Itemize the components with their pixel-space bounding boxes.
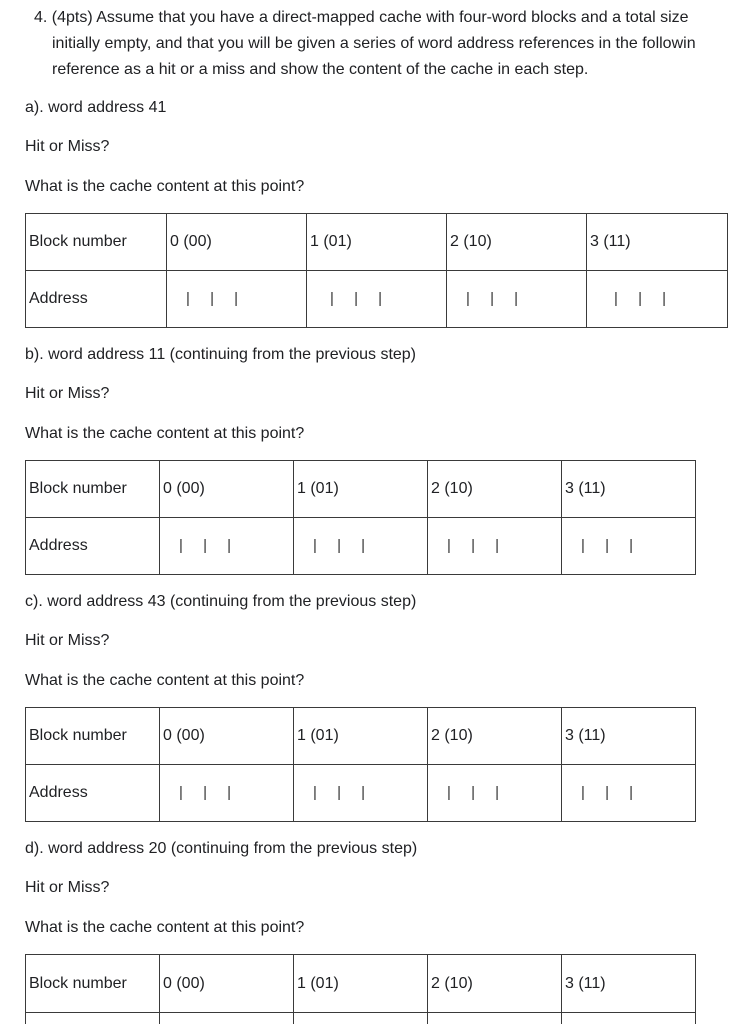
- address-marks: | | |: [581, 784, 642, 801]
- block-cell: 3 (11): [562, 955, 696, 1013]
- address-marks: | | |: [447, 537, 508, 554]
- address-marks: | | |: [313, 784, 374, 801]
- address-marks: | | |: [466, 290, 527, 307]
- block-cell: 2 (10): [428, 708, 562, 765]
- part-d-content-prompt: What is the cache content at this point?: [25, 919, 305, 936]
- question-line-3: reference as a hit or a miss and show the content of the cache in each step.: [52, 61, 589, 78]
- address-cell[interactable]: [562, 518, 696, 575]
- part-a-content-prompt: What is the cache content at this point?: [25, 178, 305, 195]
- address-row: [26, 1013, 696, 1024]
- part-d-cache-table: [25, 954, 696, 1024]
- address-cell[interactable]: [428, 765, 562, 822]
- address-row: [26, 518, 696, 575]
- address-marks: | | |: [581, 537, 642, 554]
- part-a-title: a). word address 41: [25, 99, 167, 116]
- address-marks: | | |: [614, 290, 675, 307]
- block-cell: 1 (01): [294, 708, 428, 765]
- address-cell[interactable]: [160, 518, 294, 575]
- address-cell[interactable]: [294, 518, 428, 575]
- block-cell: 2 (10): [428, 955, 562, 1013]
- block-number-label: Block number: [26, 955, 160, 1013]
- part-c-title: c). word address 43 (continuing from the previous step): [25, 593, 417, 610]
- address-label: Address: [26, 765, 160, 822]
- part-b-content-prompt: What is the cache content at this point?: [25, 425, 305, 442]
- part-a-hit-or-miss: Hit or Miss?: [25, 138, 110, 155]
- address-row: [26, 271, 728, 328]
- address-marks: | | |: [313, 537, 374, 554]
- part-c-cache-table: [25, 707, 696, 822]
- address-marks: | | |: [330, 290, 391, 307]
- block-cell: 2 (10): [447, 214, 587, 271]
- address-marks: | | |: [186, 290, 247, 307]
- address-cell[interactable]: [167, 271, 307, 328]
- part-c-hit-or-miss: Hit or Miss?: [25, 632, 110, 649]
- part-d-title: d). word address 20 (continuing from the previous step): [25, 840, 418, 857]
- block-cell: 1 (01): [294, 955, 428, 1013]
- block-cell: 0 (00): [160, 461, 294, 518]
- address-cell[interactable]: [294, 765, 428, 822]
- address-cell[interactable]: [160, 1013, 294, 1024]
- block-cell: 3 (11): [562, 461, 696, 518]
- address-cell[interactable]: [307, 271, 447, 328]
- address-cell[interactable]: [294, 1013, 428, 1024]
- address-cell[interactable]: [428, 518, 562, 575]
- block-number-label: Block number: [26, 214, 167, 271]
- block-cell: 2 (10): [428, 461, 562, 518]
- part-b-title: b). word address 11 (continuing from the previous step): [25, 346, 417, 363]
- address-label: [26, 1013, 160, 1024]
- question-line-2: initially empty, and that you will be given a series of word address references in the followin: [52, 35, 696, 52]
- block-number-label: Block number: [26, 461, 160, 518]
- block-number-row: [26, 955, 696, 1013]
- block-cell: 0 (00): [160, 955, 294, 1013]
- part-c-content-prompt: What is the cache content at this point?: [25, 672, 305, 689]
- address-cell[interactable]: [587, 271, 728, 328]
- block-number-row: [26, 214, 728, 271]
- address-label: Address: [26, 518, 160, 575]
- block-cell: 3 (11): [587, 214, 728, 271]
- block-cell: 1 (01): [294, 461, 428, 518]
- address-cell[interactable]: [428, 1013, 562, 1024]
- address-cell[interactable]: [160, 765, 294, 822]
- part-a-cache-table: [25, 213, 728, 328]
- question-line-1: 4. (4pts) Assume that you have a direct-mapped cache with four-word blocks and a total size: [34, 9, 689, 26]
- block-cell: 1 (01): [307, 214, 447, 271]
- address-label: Address: [26, 271, 167, 328]
- part-b-hit-or-miss: Hit or Miss?: [25, 385, 110, 402]
- block-number-row: [26, 708, 696, 765]
- block-cell: 0 (00): [167, 214, 307, 271]
- part-d-hit-or-miss: Hit or Miss?: [25, 879, 110, 896]
- part-b-cache-table: [25, 460, 696, 575]
- block-cell: 3 (11): [562, 708, 696, 765]
- block-cell: 0 (00): [160, 708, 294, 765]
- address-cell[interactable]: [562, 1013, 696, 1024]
- address-cell[interactable]: [447, 271, 587, 328]
- address-marks: | | |: [179, 784, 240, 801]
- block-number-row: [26, 461, 696, 518]
- address-row: [26, 765, 696, 822]
- address-cell[interactable]: [562, 765, 696, 822]
- address-marks: | | |: [179, 537, 240, 554]
- address-marks: | | |: [447, 784, 508, 801]
- block-number-label: Block number: [26, 708, 160, 765]
